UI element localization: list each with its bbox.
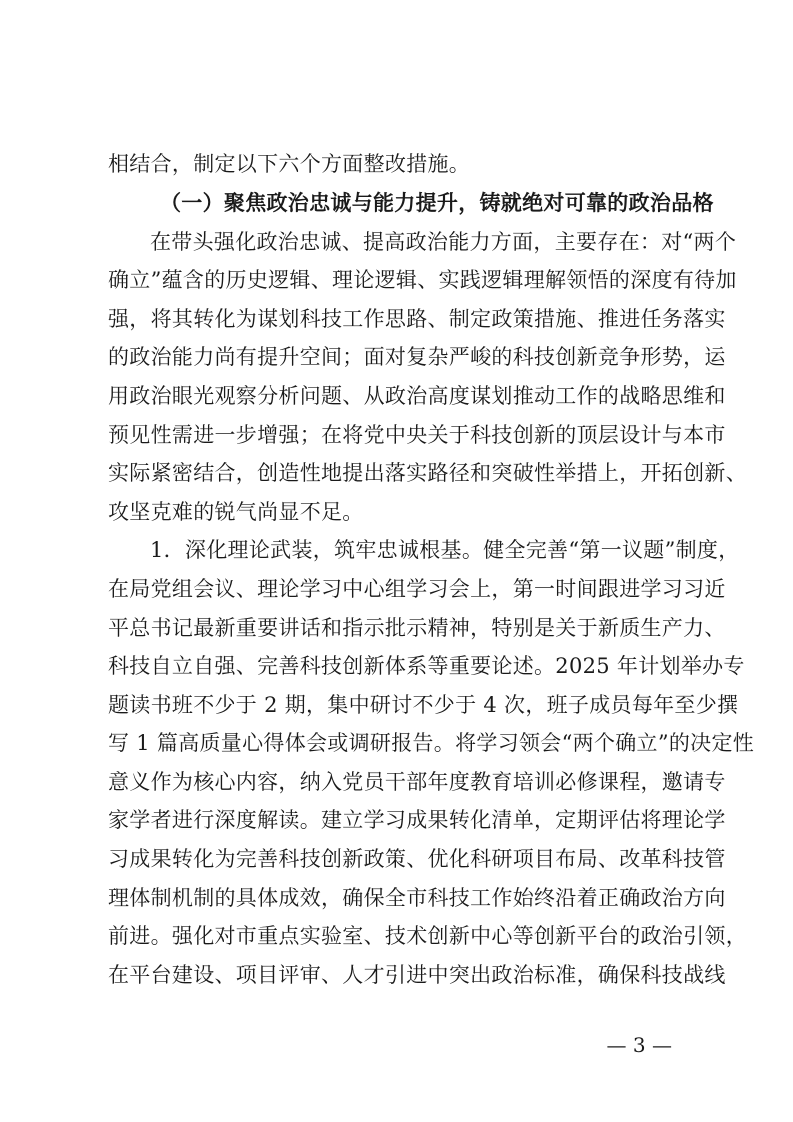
paragraph-line: 的政治能力尚有提升空间；面对复杂严峻的科技创新竞争形势，运: [108, 345, 726, 369]
page-number: — 3 —: [606, 1033, 672, 1057]
paragraph-line: 在平台建设、项目评审、人才引进中突出政治标准，确保科技战线: [108, 963, 726, 987]
paragraph-line: 预见性需进一步增强；在将党中央关于科技创新的顶层设计与本市: [108, 423, 726, 447]
paragraph-line: 平总书记最新重要讲话和指示批示精神，特别是关于新质生产力、: [108, 616, 726, 640]
paragraph-line: 前进。强化对市重点实验室、技术创新中心等创新平台的政治引领，: [108, 924, 747, 948]
paragraph-line: 在局党组会议、理论学习中心组学习会上，第一时间跟进学习习近: [108, 577, 726, 601]
paragraph-line: 写 1 篇高质量心得体会或调研报告。将学习领会“两个确立”的决定性: [108, 731, 755, 755]
paragraph-line: 题读书班不少于 2 期，集中研讨不少于 4 次，班子成员每年至少撰: [108, 693, 739, 717]
numbered-item-line: 1．深化理论武装，筑牢忠诚根基。健全完善“第一议题”制度，: [150, 538, 740, 562]
paragraph-line: 强，将其转化为谋划科技工作思路、制定政策措施、推进任务落实: [108, 307, 726, 331]
paragraph-line: 确立”蕴含的历史逻辑、理论逻辑、实践逻辑理解领悟的深度有待加: [108, 268, 737, 292]
paragraph-line: 家学者进行深度解读。建立学习成果转化清单，定期评估将理论学: [108, 808, 726, 832]
paragraph-line: 意义作为核心内容，纳入党员干部年度教育培训必修课程，邀请专: [108, 770, 726, 794]
paragraph-line: 习成果转化为完善科技创新政策、优化科研项目布局、改革科技管: [108, 847, 726, 871]
paragraph-line: 在带头强化政治忠诚、提高政治能力方面，主要存在：对“两个: [150, 230, 737, 254]
paragraph-line: 理体制机制的具体成效，确保全市科技工作始终沿着正确政治方向: [108, 886, 726, 910]
text-line-continuation: 相结合，制定以下六个方面整改措施。: [108, 152, 471, 176]
paragraph-line: 攻坚克难的锐气尚显不足。: [108, 500, 364, 524]
paragraph-line: 用政治眼光观察分析问题、从政治高度谋划推动工作的战略思维和: [108, 384, 726, 408]
paragraph-line: 科技自立自强、完善科技创新体系等重要论述。2025 年计划举办专: [108, 654, 745, 678]
section-heading: （一）聚焦政治忠诚与能力提升，铸就绝对可靠的政治品格: [160, 190, 714, 215]
paragraph-line: 实际紧密结合，创造性地提出落实路径和突破性举措上，开拓创新、: [108, 461, 747, 485]
